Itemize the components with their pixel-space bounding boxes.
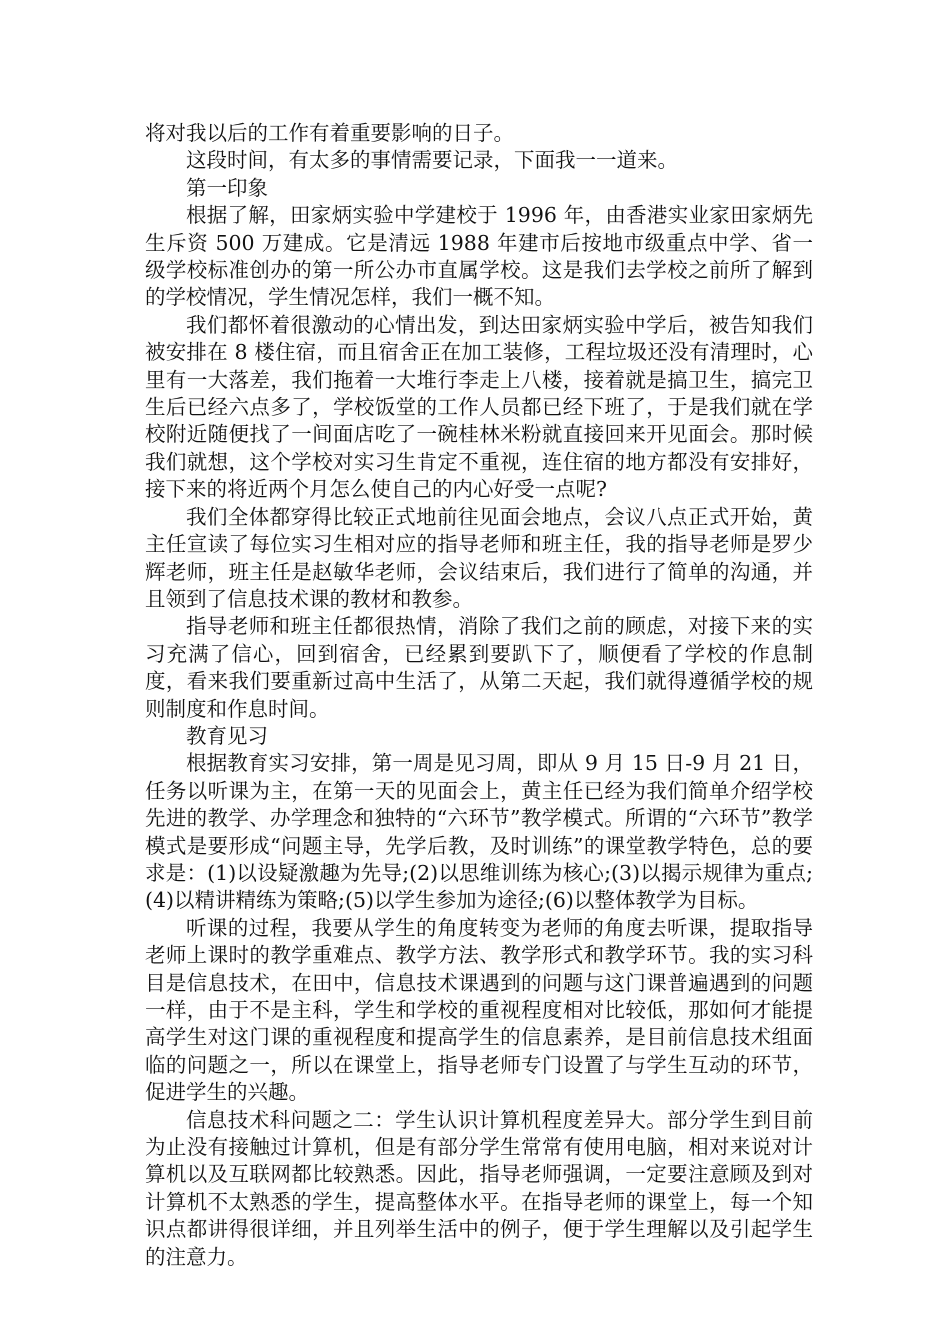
paragraph-problem-two: 信息技术科问题之二：学生认识计算机程度差异大。部分学生到目前为止没有接触过计算机，但是有部分学生常常有使用电脑，相对来说对计算机以及互联网都比较熟悉。因此，指导老师强调，一定要注意顾及到对计算机不太熟悉的学生，提高整体水平。在指导老师的课堂上，每一个知识点都讲得很详细，并且列举生活中的例子，便于学生理解以及引起学生的注意力。	[145, 1107, 813, 1269]
paragraph-continuation: 将对我以后的工作有着重要影响的日子。	[145, 121, 514, 145]
section-heading-first-impression: 第一印象	[186, 175, 268, 200]
section-heading-education-observation: 教育见习	[186, 723, 268, 748]
paragraph-school-background: 根据了解，田家炳实验中学建校于 1996 年，由香港实业家田家炳先生斥资 500 万建成。它是清远 1988 年建市后按地市级重点中学、省一级学校标准创办的第一所公办市直属学校。这是我们去学校之前所了解到的学校情况，学生情况怎样，我们一概不知。	[145, 203, 813, 310]
paragraph-listening-classes: 听课的过程，我要从学生的角度转变为老师的角度去听课，提取指导老师上课时的教学重难点、教学方法、教学形式和教学环节。我的实习科目是信息技术，在田中，信息技术课遇到的问题与这门课普遍遇到的问题一样，由于不是主科，学生和学校的重视程度相对比较低，那如何才能提高学生对这门课的重视程度和提高学生的信息素养，是目前信息技术组面临的问题之一，所以在课堂上，指导老师专门设置了与学生互动的环节，促进学生的兴趣。	[145, 915, 813, 1105]
paragraph-arrival: 我们都怀着很激动的心情出发，到达田家炳实验中学后，被告知我们被安排在 8 楼住宿，而且宿舍正在加工装修，工程垃圾还没有清理时，心里有一大落差，我们拖着一大堆行李走上八楼，接着就是搞卫生，搞完卫生后已经六点多了，学校饭堂的工作人员都已经下班了，于是我们就在学校附近随便找了一间面店吃了一碗桂林米粉就直接回来开见面会。那时候我们就想，这个学校对实习生肯定不重视，连住宿的地方都没有安排好，接下来的将近两个月怎么使自己的内心好受一点呢?	[145, 312, 813, 502]
paragraph-intro: 这段时间，有太多的事情需要记录，下面我一一道来。	[186, 148, 678, 173]
paragraph-teachers: 指导老师和班主任都很热情，消除了我们之前的顾虑，对接下来的实习充满了信心，回到宿舍，已经累到要趴下了，顺便看了学校的作息制度，看来我们要重新过高中生活了，从第二天起，我们就得遵循学校的规则制度和作息时间。	[145, 614, 813, 721]
document-page	[145, 120, 813, 1271]
paragraph-meeting: 我们全体都穿得比较正式地前往见面会地点，会议八点正式开始，黄主任宣读了每位实习生相对应的指导老师和班主任，我的指导老师是罗少辉老师，班主任是赵敏华老师，会议结束后，我们进行了简单的沟通，并且领到了信息技术课的教材和教参。	[145, 504, 813, 611]
paragraph-observation-week: 根据教育实习安排，第一周是见习周，即从 9 月 15 日-9 月 21 日，任务以听课为主，在第一天的见面会上，黄主任已经为我们简单介绍学校先进的教学、办学理念和独特的“六环节”教学模式。所谓的“六环节”教学模式是要形成“问题主导，先学后教，及时训练”的课堂教学特色，总的要求是：(1)以设疑激趣为先导;(2)以思维训练为核心;(3)以揭示规律为重点;(4)以精讲精练为策略;(5)以学生参加为途径;(6)以整体教学为目标。	[145, 751, 813, 913]
